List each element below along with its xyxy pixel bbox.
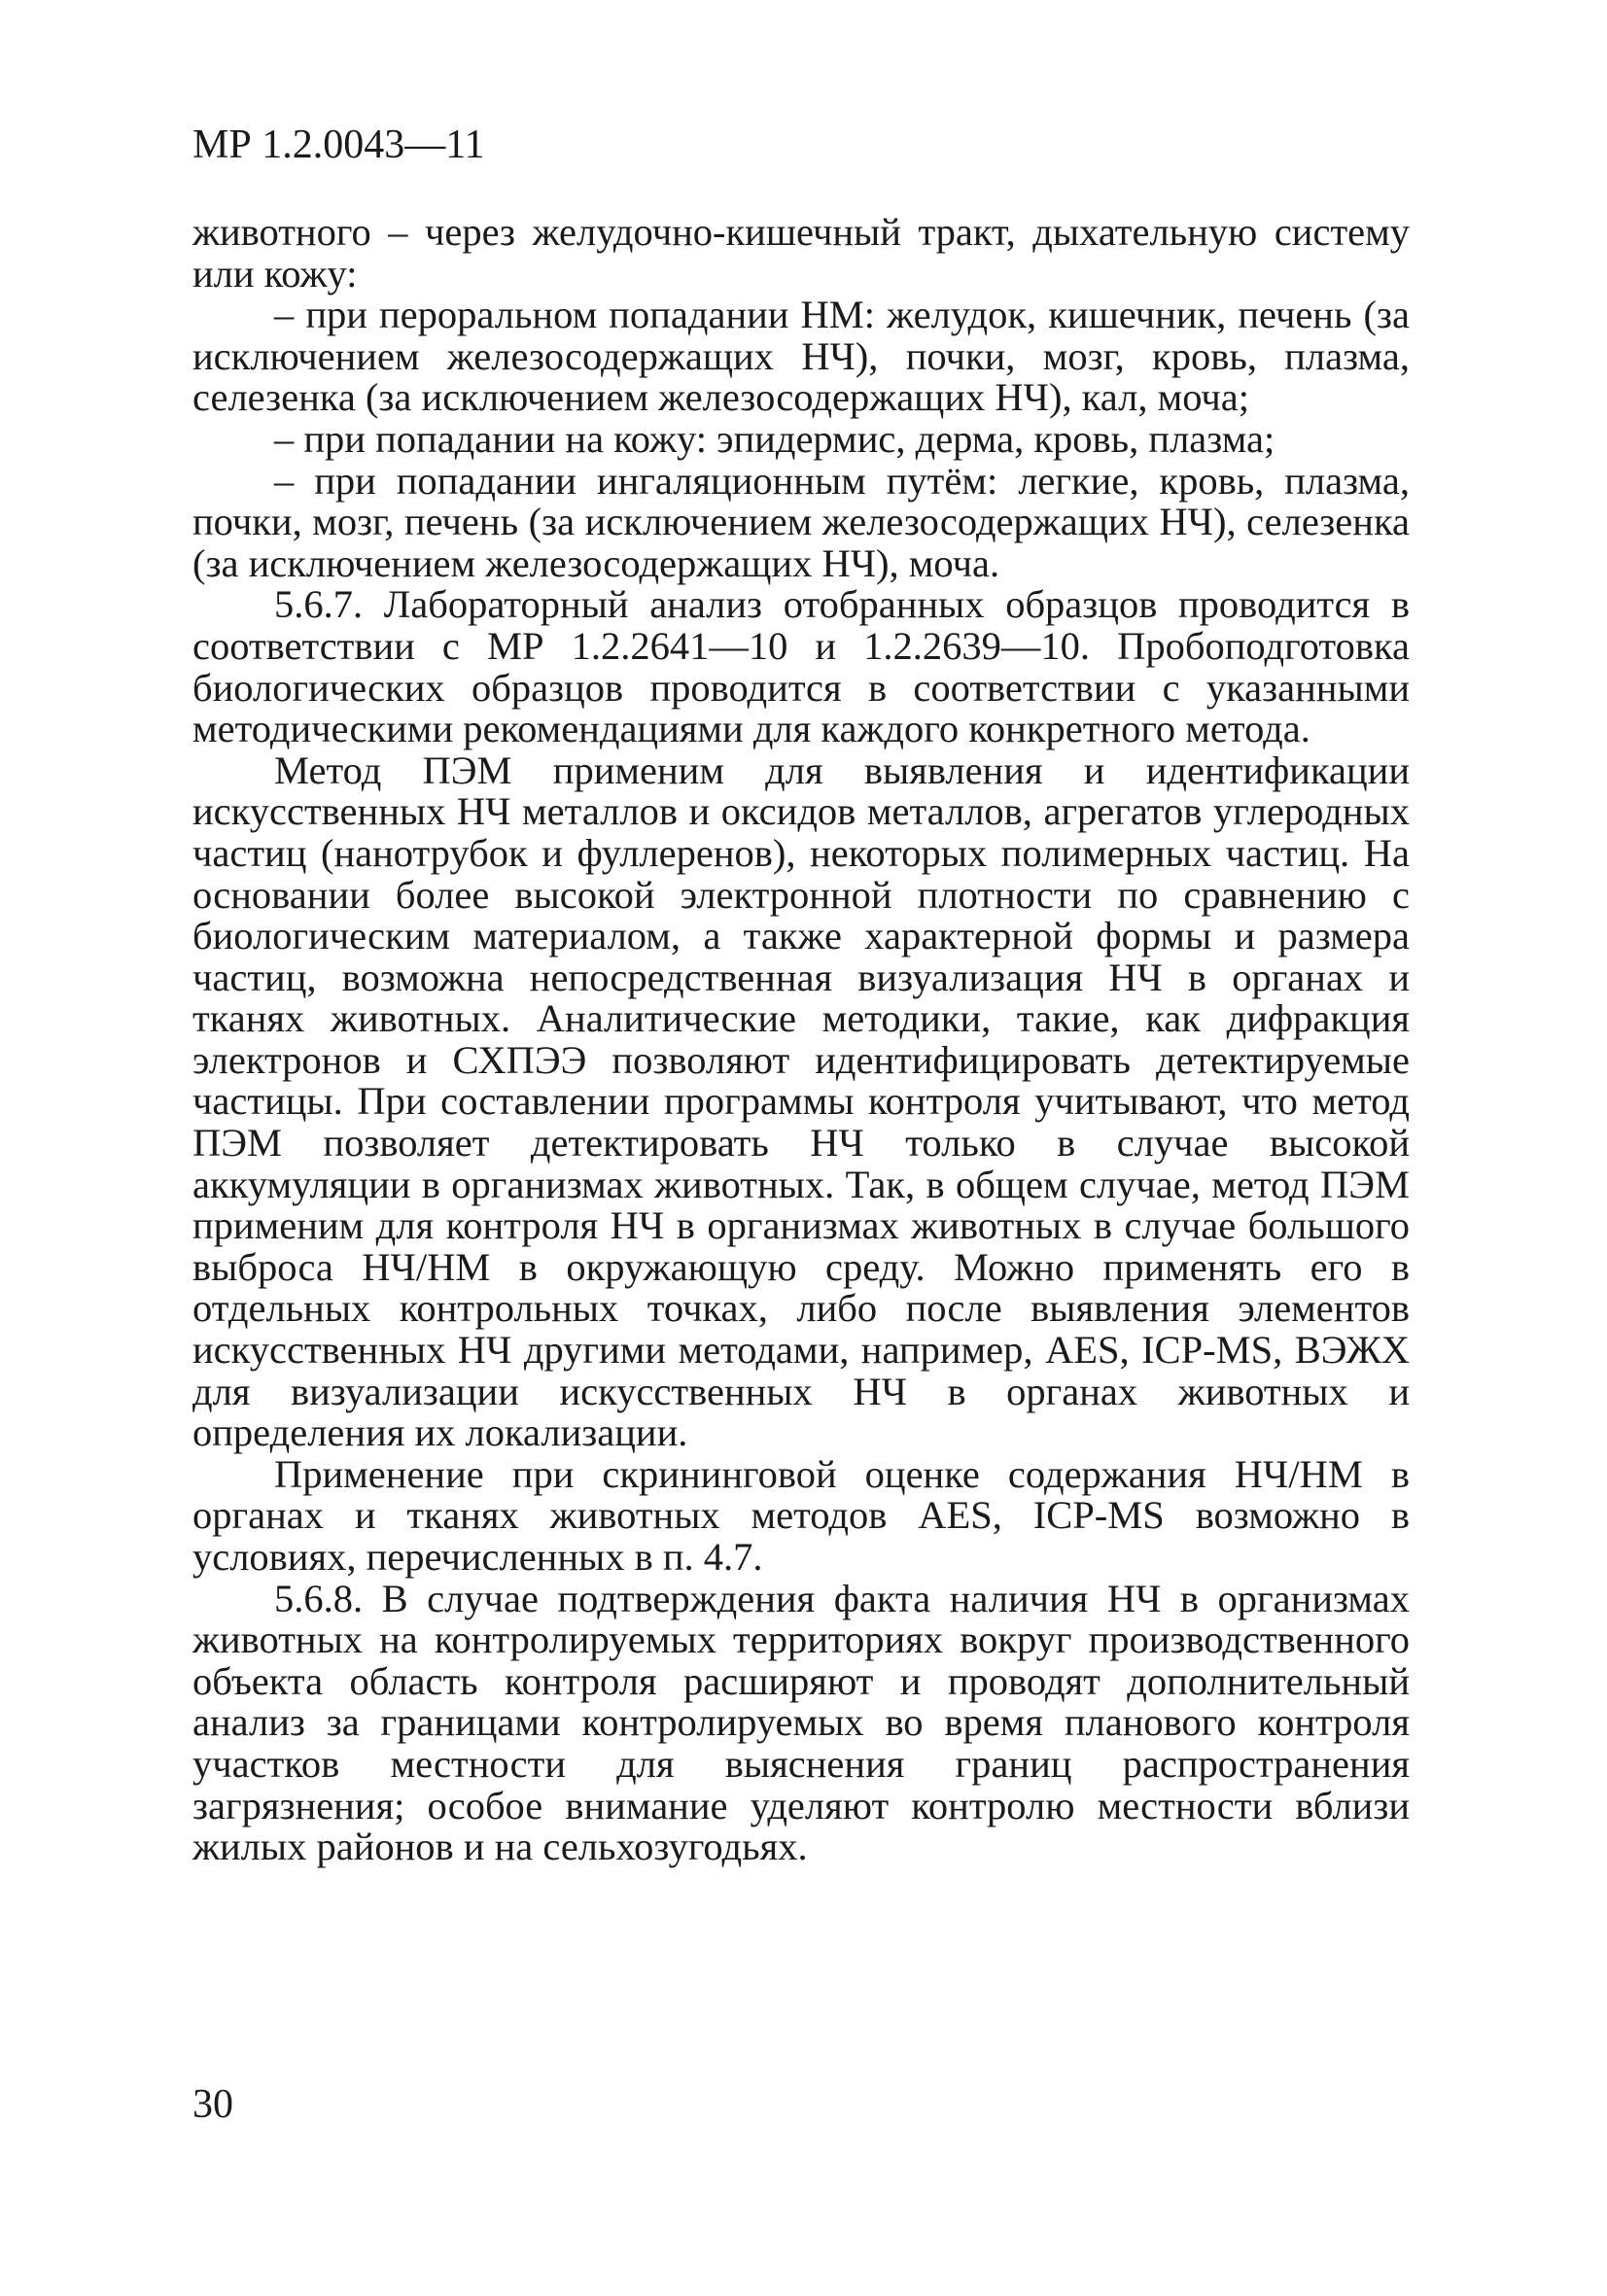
body-text [192, 212, 1410, 1868]
paragraph-continuation: животного – через желудочно-кишечный тракт, дыхательную систему или кожу: [192, 210, 1410, 296]
list-item-inhalation: – при попадании ингаляционным путём: легкие, кровь, плазма, почки, мозг, печень (за исключением железосодержащих НЧ), селезенка (за исключением железосодержащих НЧ), моча. [192, 458, 1410, 585]
paragraph-5-6-7: 5.6.7. Лабораторный анализ отобранных образцов проводится в соответствии с МР 1.2.2641—10 и 1.2.2639—10. Пробоподготовка биологических образцов проводится в соответствии с указанными методическими рекомендациями для каждого конкретного метода. [192, 582, 1410, 751]
page-number: 30 [192, 2082, 233, 2127]
document-code-header: МР 1.2.0043—11 [192, 122, 485, 167]
paragraph-tem-method: Метод ПЭМ применим для выявления и идентификации искусственных НЧ металлов и оксидов металлов, агрегатов углеродных частиц (нанотрубок и фуллеренов), некоторых полимерных частиц. На основании более высокой электронной плотности по сравнению с биологическим материалом, а также характерной формы и размера частиц, возможна непосредственная визуализация НЧ в органах и тканях животных. Аналитические методики, такие, как дифракция электронов и СХПЭЭ позволяют идентифицировать детектируемые частицы. При составлении программы контроля учитывают, что метод ПЭМ позволяет детектировать НЧ только в случае высокой аккумуляции в организмах животных. Так, в общем случае, метод ПЭМ применим для контроля НЧ в организмах животных в случае большого выброса НЧ/НМ в окружающую среду. Можно применять его в отдельных контрольных точках, либо после выявления элементов искусственных НЧ другими методами, например, AES, ICP-MS, ВЭЖХ для визуализации искусственных НЧ в органах животных и определения их локализации. [192, 748, 1410, 1455]
list-item-skin: – при попадании на кожу: эпидермис, дерма, кровь, плазма; [274, 416, 1275, 461]
paragraph-5-6-8: 5.6.8. В случае подтверждения факта наличия НЧ в организмах животных на контролируемых территориях вокруг производственного объекта область контроля расширяют и проводят дополнительный анализ за границами контролируемых во время планового контроля участков местности для выяснения границ распространения загрязнения; особое внимание уделяют контролю местности вблизи жилых районов и на сельхозугодьях. [192, 1576, 1410, 1869]
list-item-oral: – при пероральном попадании НМ: желудок, кишечник, печень (за исключением железосодержащих НЧ), почки, мозг, кровь, плазма, селезенка (за исключением железосодержащих НЧ), кал, моча; [192, 293, 1410, 420]
paragraph-screening: Применение при скрининговой оценке содержания НЧ/НМ в органах и тканях животных методов AES, ICP-MS возможно в условиях, перечисленных в п. 4.7. [192, 1451, 1410, 1579]
